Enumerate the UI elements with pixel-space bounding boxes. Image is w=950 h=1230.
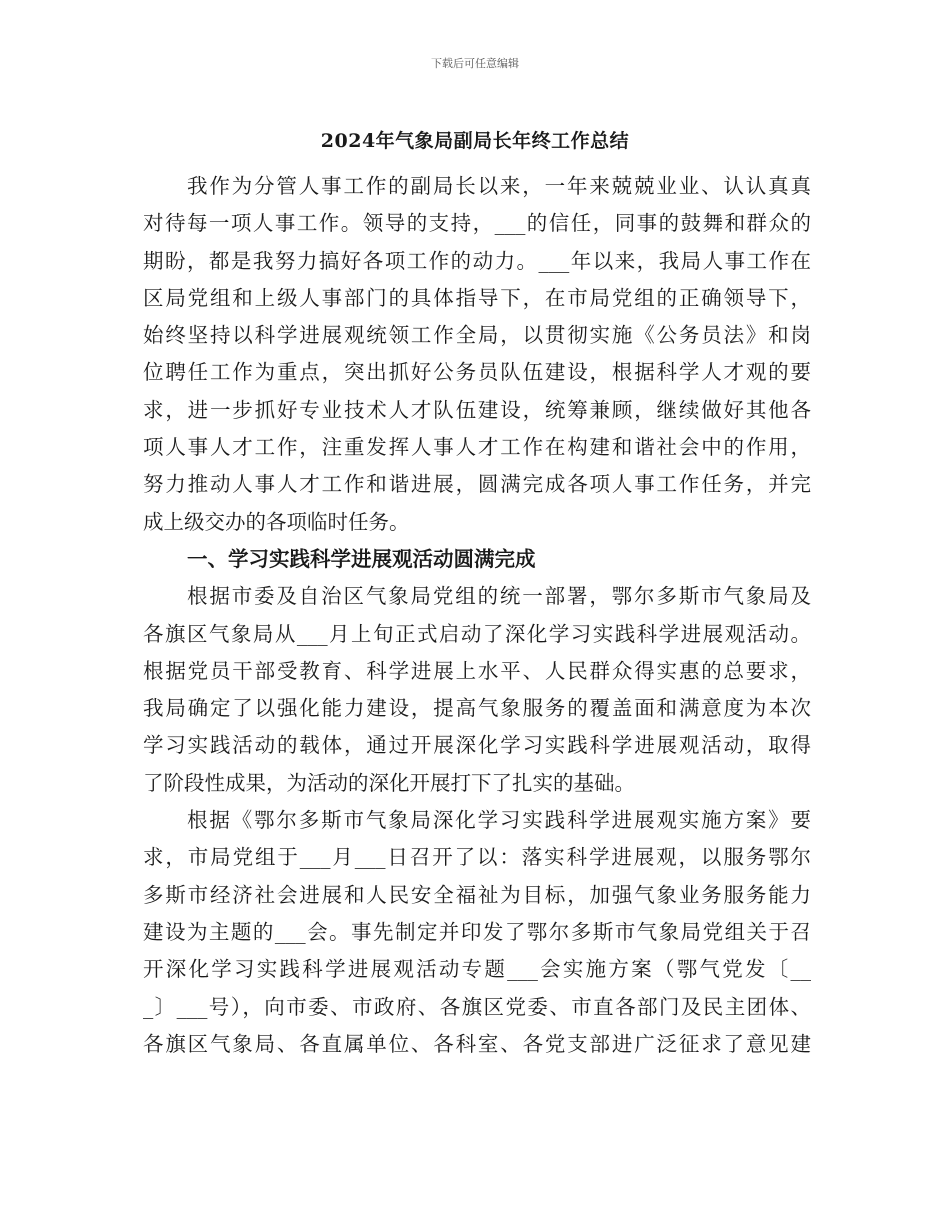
body-text-line: 位聘任工作为重点，突出抓好公务员队伍建设，根据科学人才观的要 xyxy=(143,360,811,385)
body-text-line: 对待每一项人事工作。领导的支持，___的信任，同事的鼓舞和群众的 xyxy=(143,211,811,236)
body-text-line: 多斯市经济社会进展和人民安全福祉为目标，加强气象业务服务能力 xyxy=(143,882,811,907)
body-text-line: 各旗区气象局、各直属单位、各科室、各党支部进广泛征求了意见建 xyxy=(143,1031,811,1056)
body-text-line: 项人事人才工作，注重发挥人事人才工作在构建和谐社会中的作用， xyxy=(143,435,811,460)
body-text-line: 我作为分管人事工作的副局长以来，一年来兢兢业业、认认真真 xyxy=(187,174,811,198)
body-text-line: 成上级交办的各项临时任务。 xyxy=(143,509,410,534)
body-text-line: 求，市局党组于___月___日召开了以：落实科学进展观，以服务鄂尔 xyxy=(143,845,811,870)
body-text-line: 区局党组和上级人事部门的具体指导下，在市局党组的正确领导下， xyxy=(143,285,811,310)
body-text-line: 期盼，都是我努力搞好各项工作的动力。___年以来，我局人事工作在 xyxy=(143,248,811,273)
body-text-line: 学习实践活动的载体，通过开展深化学习实践科学进展观活动，取得 xyxy=(143,733,811,758)
body-text-line: 了阶段性成果，为活动的深化开展打下了扎实的基础。 xyxy=(143,770,635,795)
body-text-line: 根据市委及自治区气象局党组的统一部署，鄂尔多斯市气象局及 xyxy=(187,584,811,609)
body-text-line: 根据《鄂尔多斯市气象局深化学习实践科学进展观实施方案》要 xyxy=(187,808,811,833)
body-text-line: 求，进一步抓好专业技术人才队伍建设，统筹兼顾，继续做好其他各 xyxy=(143,397,811,422)
body-text-line: 各旗区气象局从___月上旬正式启动了深化学习实践科学进展观活动。 xyxy=(143,621,811,646)
body-text-line: 根据党员干部受教育、科学进展上水平、人民群众得实惠的总要求， xyxy=(143,658,811,683)
document-body xyxy=(143,168,811,1063)
body-text-line: 建设为主题的___会。事先制定并印发了鄂尔多斯市气象局党组关于召 xyxy=(143,919,811,944)
body-text-line: 我局确定了以强化能力建设，提高气象服务的覆盖面和满意度为本次 xyxy=(143,696,811,721)
body-text-line: 开深化学习实践科学进展观活动专题___会实施方案（鄂气党发〔__ xyxy=(143,957,811,982)
document-title: 2024年气象局副局长年终工作总结 xyxy=(320,130,630,152)
body-text-line: 努力推动人事人才工作和谐进展，圆满完成各项人事工作任务，并完 xyxy=(143,472,811,497)
header-note: 下载后可任意编辑 xyxy=(431,57,519,70)
body-text-line: 始终坚持以科学进展观统领工作全局，以贯彻实施《公务员法》和岗 xyxy=(143,323,811,348)
body-text-line: _〕___号），向市委、市政府、各旗区党委、市直各部门及民主团体、 xyxy=(143,994,811,1019)
section-heading: 一、学习实践科学进展观活动圆满完成 xyxy=(187,546,536,571)
